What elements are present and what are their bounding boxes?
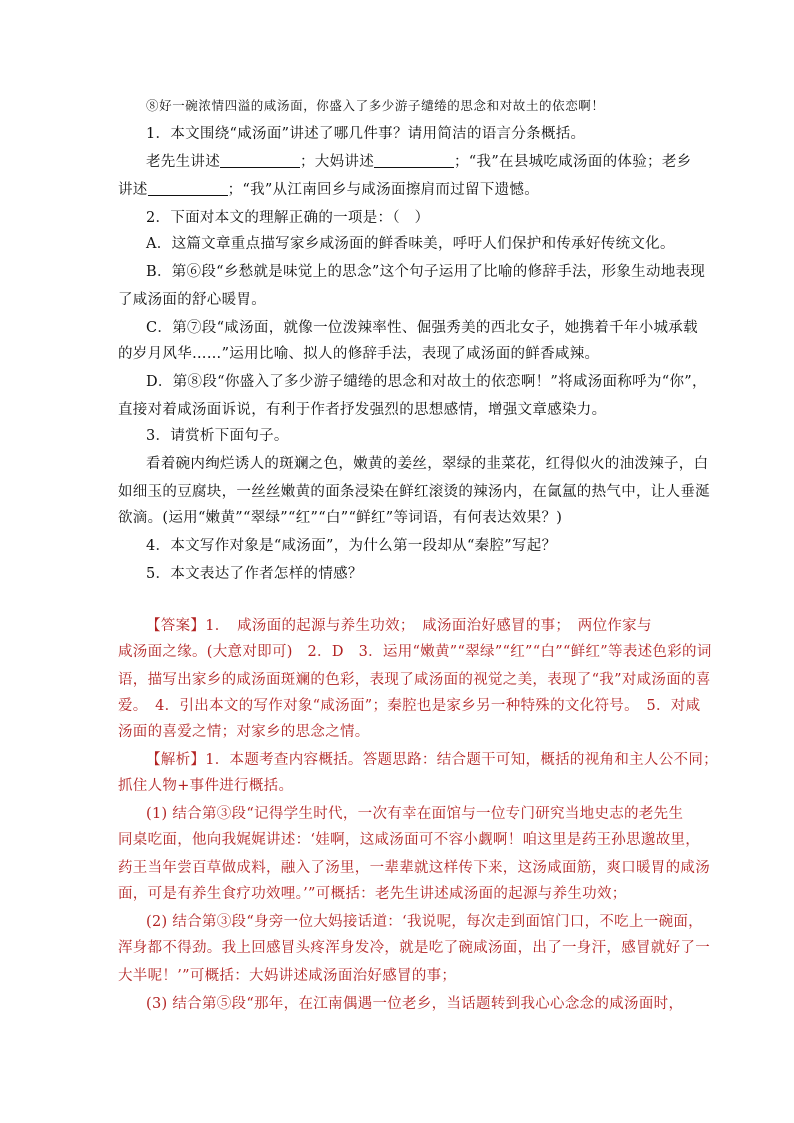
- answer-blank: [148, 181, 228, 196]
- analysis-point-2-line-1: (2) 结合第③段“身旁一位大妈接话道：‘我说呢，每次走到面馆门口，不吃上一碗面，: [146, 914, 703, 930]
- option-d-line-2: 直接对着咸汤面诉说，有利于作者抒发强烈的思想感情，增强文章感染力。: [118, 402, 607, 418]
- passage-paragraph-8: ⑧好一碗浓情四溢的咸汤面，你盛入了多少游子缱绻的思念和对故土的依恋啊！: [146, 98, 605, 113]
- question-2: 2．下面对本文的理解正确的一项是：（ ）: [146, 210, 430, 226]
- analysis-point-1-line-4: 面，可是有养生食疗功效哩。’”可概括：老先生讲述咸汤面的起源与养生功效；: [118, 886, 627, 902]
- answer-line-3: 语，描写出家乡的咸汤面斑斓的色彩，表现了咸汤面的视觉之美，表现了“我”对咸汤面的喜: [118, 672, 711, 688]
- option-b-line-1: B．第⑥段“乡愁就是味觉上的思念”这个句子运用了比喻的修辞手法，形象生动地表现: [146, 264, 706, 280]
- fill-text: ；“我”从江南回乡与咸汤面擦肩而过留下遗憾。: [227, 182, 540, 198]
- answer-line-2: 咸汤面之缘。(大意对即可) 2．D 3．运用“嫩黄”“翠绿”“红”“白”“鲜红”等表述色彩的词: [118, 644, 712, 660]
- question-4: 4．本文写作对象是“咸汤面”，为什么第一段却从“秦腔”写起？: [146, 538, 557, 554]
- option-b-line-2: 了咸汤面的舒心暖胃。: [118, 292, 266, 308]
- fill-text: ；“我”在县城吃咸汤面的体验；老乡: [454, 154, 692, 170]
- answer-line-5: 汤面的喜爱之情；对家乡的思念之情。: [118, 724, 370, 740]
- answer-blank: [374, 153, 454, 168]
- question-3-sentence-line-2: 如细玉的豆腐块，一丝丝嫩黄的面条浸染在鲜红滚烫的辣汤内，在氤氲的热气中，让人垂涎: [118, 484, 710, 500]
- question-1: 1．本文围绕“咸汤面”讲述了哪几件事？请用简洁的语言分条概括。: [146, 126, 586, 142]
- option-d-line-1: D．第⑧段“你盛入了多少游子缱绻的思念和对故土的依恋啊！”将咸汤面称呼为“你”，: [146, 374, 707, 390]
- analysis-point-1-line-3: 药王当年尝百草做成料，融入了汤里，一辈辈就这样传下来，这汤咸面筋，爽口暖胃的咸汤: [118, 860, 710, 876]
- answer-blank: [220, 153, 300, 168]
- question-5: 5．本文表达了作者怎样的情感？: [146, 566, 363, 582]
- analysis-point-2-line-3: 大半呢！’”可概括：大妈讲述咸汤面治好感冒的事；: [118, 968, 457, 984]
- analysis-line-2: 抓住人物+事件进行概括。: [118, 778, 294, 794]
- question-1-fill-line-2: [118, 180, 539, 200]
- question-3: 3．请赏析下面句子。: [146, 428, 289, 444]
- answer-line-1: 【答案】1． 咸汤面的起源与养生功效； 咸汤面治好感冒的事； 两位作家与: [146, 618, 652, 634]
- fill-text: ；大妈讲述: [300, 154, 374, 170]
- fill-text: 老先生讲述: [146, 154, 220, 170]
- option-c-line-2: 的岁月风华……”运用比喻、拟人的修辞手法，表现了咸汤面的鲜香咸辣。: [118, 346, 600, 362]
- analysis-point-3-line-1: (3) 结合第⑤段“那年，在江南偶遇一位老乡，当话题转到我心心念念的咸汤面时，: [146, 996, 684, 1012]
- fill-text: 讲述: [118, 182, 148, 198]
- analysis-line-1: 【解析】1．本题考查内容概括。答题思路：结合题干可知，概括的视角和主人公不同；: [146, 752, 718, 768]
- analysis-point-1-line-1: (1) 结合第③段“记得学生时代，一次有幸在面馆与一位专门研究当地史志的老先生: [146, 806, 684, 822]
- question-3-sentence-line-3: 欲滴。(运用“嫩黄”“翠绿”“红”“白”“鲜红”等词语，有何表达效果？): [118, 510, 563, 526]
- analysis-point-2-line-2: 浑身都不得劲。我上回感冒头疼浑身发冷，就是吃了碗咸汤面，出了一身汗，感冒就好了一: [118, 940, 710, 956]
- question-3-sentence-line-1: 看着碗内绚烂诱人的斑斓之色，嫩黄的姜丝，翠绿的韭菜花，红得似火的油泼辣子，白: [146, 456, 709, 472]
- analysis-point-1-line-2: 同桌吃面，他向我娓娓讲述：‘娃啊，这咸汤面可不容小觑啊！咱这里是药王孙思邈故里，: [118, 832, 701, 848]
- answer-line-4: 爱。 4．引出本文的写作对象“咸汤面”；秦腔也是家乡另一种特殊的文化符号。 5．对咸: [118, 698, 701, 714]
- option-c-line-1: C．第⑦段“咸汤面，就像一位泼辣率性、倔强秀美的西北女子，她携着千年小城承载: [146, 320, 698, 336]
- question-1-fill-line-1: [146, 152, 691, 172]
- option-a: A．这篇文章重点描写家乡咸汤面的鲜香味美，呼吁人们保护和传承好传统文化。: [146, 236, 675, 252]
